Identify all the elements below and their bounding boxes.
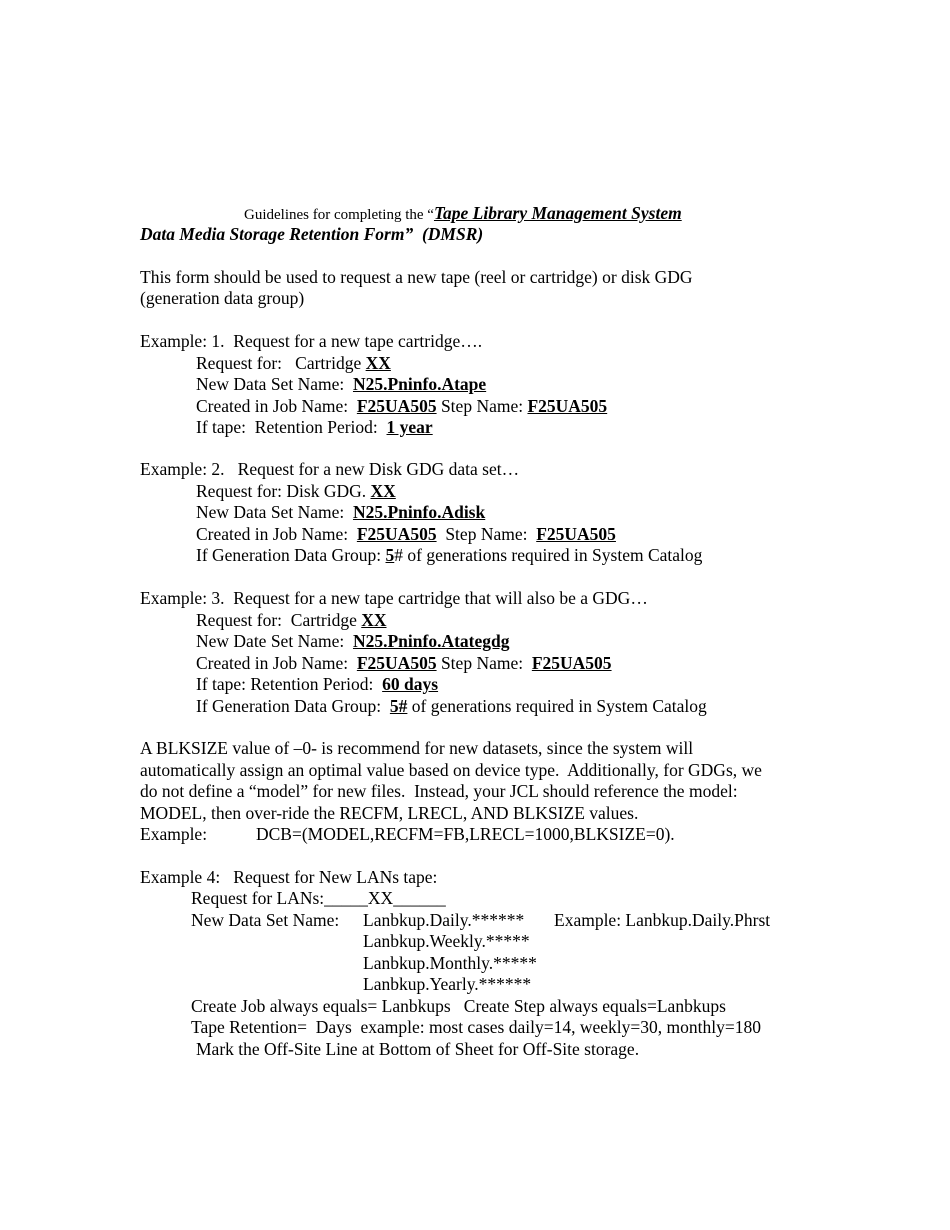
example-4-request: Request for LANs:_____XX______ [191,888,446,908]
request-value: XX [361,610,387,630]
gdg-suffix: of generations required in System Catalog [407,696,707,716]
blksize-line-1: A BLKSIZE value of –0- is recommend for new datasets, since the system will [140,738,694,758]
example-4-dsn-label: New Data Set Name: [191,910,340,930]
retention-value: 60 days [382,674,439,694]
request-value: XX [370,481,396,501]
job-value: F25UA505 [356,396,437,416]
request-label: Request for: Cartridge [196,610,362,630]
step-label: Step Name: [436,653,532,673]
gdg-label: If Generation Data Group: [196,696,390,716]
form-title-line-2: Data Media Storage Retention Form” (DMSR) [140,224,484,244]
example-3-retention [196,673,438,695]
dsn-label: New Data Set Name: [196,374,353,394]
example-1-dsn [196,373,486,395]
step-value: F25UA505 [536,524,616,544]
retention-value: 1 year [386,417,433,437]
example-3-gdg [196,695,707,717]
blksize-example-label: Example: [140,824,208,844]
example-2-gdg [196,544,702,566]
dsn-value: N25.Pninfo.Atategdg [352,631,510,651]
dsn-value: N25.Pninfo.Atape [352,374,487,394]
intro-line-2: (generation data group) [140,288,305,308]
example-2-dsn [196,501,485,523]
example-1-request [196,352,391,374]
example-4-create-job: Create Job always equals= Lanbkups Create Step always equals=Lanbkups [191,996,726,1016]
dsn-label: New Date Set Name: [196,631,353,651]
step-label: Step Name: [436,524,537,544]
job-value: F25UA505 [356,653,437,673]
blksize-line-2: automatically assign an optimal value based on device type. Additionally, for GDGs, we [140,760,762,780]
gdg-value: 5 [385,545,395,565]
example-4-dsn-monthly: Lanbkup.Monthly.***** [363,953,537,973]
example-1-retention [196,416,433,438]
blksize-line-4: MODEL, then over-ride the RECFM, LRECL, AND BLKSIZE values. [140,803,639,823]
example-4-offsite: Mark the Off-Site Line at Bottom of Sheet for Off-Site storage. [196,1039,640,1059]
example-4-dsn-example: Example: Lanbkup.Daily.Phrst [554,910,771,930]
example-4-retention: Tape Retention= Days example: most cases daily=14, weekly=30, monthly=180 [191,1017,761,1037]
gdg-label: If Generation Data Group: [196,545,386,565]
job-label: Created in Job Name: [196,524,357,544]
request-label: Request for: Cartridge [196,353,366,373]
example-4-heading: Example 4: Request for New LANs tape: [140,867,438,887]
blksize-line-3: do not define a “model” for new files. Instead, your JCL should reference the model: [140,781,738,801]
retention-label: If tape: Retention Period: [196,674,383,694]
form-name-part-1: Tape Library Management System [433,203,682,223]
job-label: Created in Job Name: [196,396,357,416]
retention-label: If tape: Retention Period: [196,417,387,437]
example-2-request [196,480,396,502]
example-4-dsn-daily: Lanbkup.Daily.****** [363,910,525,930]
intro-line-1: This form should be used to request a new tape (reel or cartridge) or disk GDG [140,267,693,287]
step-value: F25UA505 [527,396,608,416]
step-value: F25UA505 [531,653,612,673]
example-3-dsn [196,630,510,652]
example-4-dsn-weekly: Lanbkup.Weekly.***** [363,931,530,951]
request-label: Request for: Disk GDG. [196,481,371,501]
dsn-value: N25.Pninfo.Adisk [352,502,486,522]
step-label: Step Name: [436,396,528,416]
job-value: F25UA505 [356,524,437,544]
example-3-job [196,652,612,674]
job-label: Created in Job Name: [196,653,357,673]
title-prefix: Guidelines for completing the “ [244,207,434,223]
gdg-suffix: # of generations required in System Catalog [394,545,703,565]
dsn-label: New Data Set Name: [196,502,353,522]
request-value: XX [365,353,391,373]
example-1-heading: Example: 1. Request for a new tape cartridge…. [140,331,483,351]
example-2-heading: Example: 2. Request for a new Disk GDG data set… [140,459,520,479]
example-3-request [196,609,387,631]
blksize-example-value: DCB=(MODEL,RECFM=FB,LRECL=1000,BLKSIZE=0). [256,824,675,844]
example-3-heading: Example: 3. Request for a new tape cartridge that will also be a GDG… [140,588,648,608]
example-1-job [196,395,607,417]
example-4-dsn-yearly: Lanbkup.Yearly.****** [363,974,532,994]
gdg-value: 5# [389,696,408,716]
example-2-job [196,523,616,545]
